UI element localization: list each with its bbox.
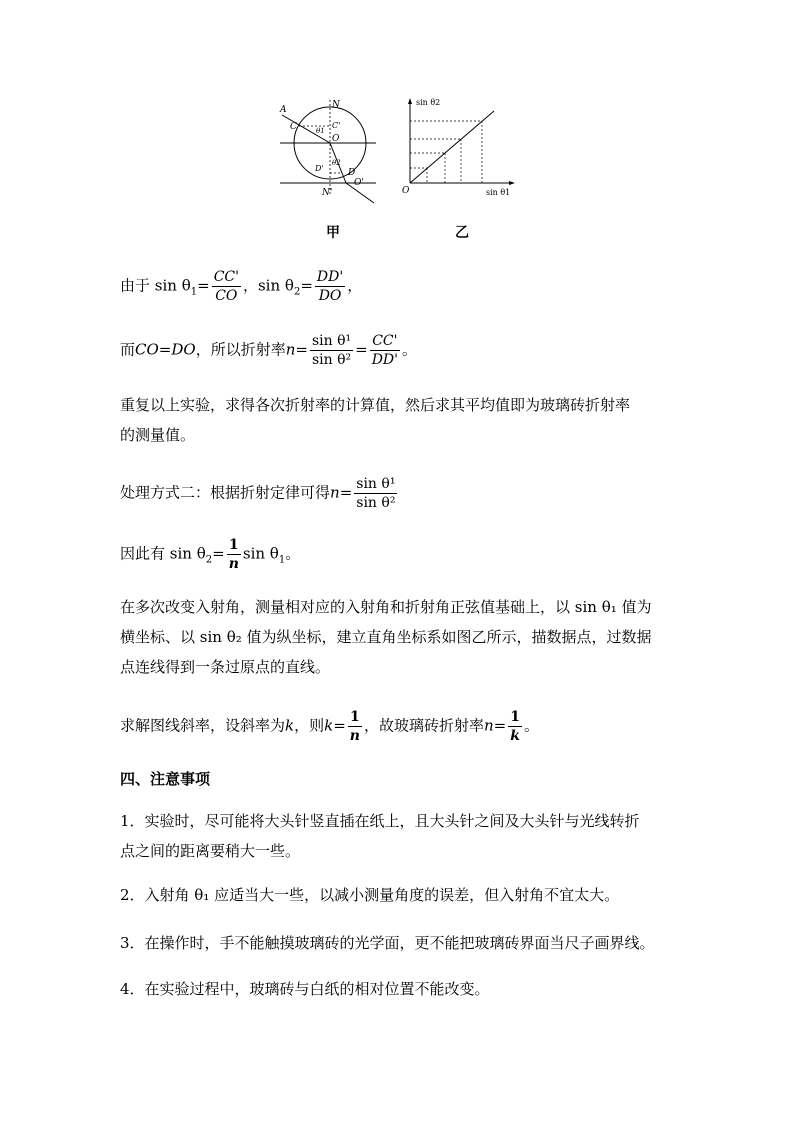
x-axis-label: sin θ1 <box>486 188 511 197</box>
fraction-sin-ratio: $\frac{\text{sin θ¹}}{\text{sin θ²}}$ <box>311 333 352 368</box>
fraction-sin-method-two: $\frac{\text{sin θ¹}}{\text{sin θ²}}$ <box>356 476 396 511</box>
fraction-slope-one-over-n: $\frac{1}{n}$ <box>349 709 360 744</box>
label-theta1: θ1 <box>316 127 325 135</box>
origin-label: O <box>402 186 410 196</box>
formula-sin-theta2: 因此有 $\sin \theta_2=$ $\frac{1}{n}$ $\sin \theta_1$。 <box>120 537 301 572</box>
paragraph-repeat: 重复以上实验，求得各次折射率的计算值，然后求其平均值即为玻璃砖折射率 的测量值。 <box>120 396 631 444</box>
note-item-3: 3．在操作时，手不能触摸玻璃砖的光学面，更不能把玻璃砖界面当尺子画界线。 <box>120 934 655 952</box>
paragraph-plot-method: 在多次改变入射角，测量相对应的入射角和折射角正弦值基础上，以 sin θ₁ 值为 横坐标、以 sin θ₂ 值为纵坐标，建立直角坐标系如图乙所示，描数据点，过数据 点连线得到一条过原点的直线。 <box>120 598 652 676</box>
label-N: N <box>332 100 340 110</box>
y-axis-label: sin θ2 <box>416 98 441 107</box>
fraction-one-over-n: $\frac{1}{n}$ <box>228 537 239 572</box>
label-C: C <box>290 122 297 132</box>
figure-a-caption: 甲 <box>326 225 340 241</box>
label-O: O <box>332 134 340 144</box>
fraction-cc-co: $\frac{CC'}{CO}$ <box>213 269 239 304</box>
fraction-dd-do: $\frac{DD'}{DO}$ <box>316 269 344 304</box>
formula-line-sin: 由于 $\sin \theta_1=$ $\frac{CC'}{CO}$ ，$\sin \theta_2=$ $\frac{DD'}{DO}$ ， <box>120 269 363 304</box>
label-O-prime: O' <box>354 178 364 188</box>
note-item-1: 1．实验时，尽可能将大头针竖直插在纸上，且大头针之间及大头针与光线转折 点之间的距离要稍大一些。 <box>120 812 640 860</box>
figure-b-caption: 乙 <box>455 225 469 241</box>
formula-slope: 求解图线斜率，设斜率为k，则k= $\frac{1}{n}$ ，故玻璃砖折射率n= $\frac{1}{k}$ 。 <box>120 709 540 744</box>
label-D-prime: D' <box>315 164 324 173</box>
sine-graph <box>400 95 520 205</box>
label-theta2: θ2 <box>332 159 341 167</box>
label-C-prime: C' <box>332 121 341 130</box>
formula-line-n: 而CO=DO，所以折射率n= $\frac{\text{sin θ¹}}{\text{sin θ²}}$ = $\frac{CC'}{DD'}$ 。 <box>120 333 418 368</box>
section-heading-notes: 四、注意事项 <box>120 770 211 788</box>
note-item-2: 2．入射角 θ₁ 应适当大一些，以减小测量角度的误差，但入射角不宜太大。 <box>120 886 620 904</box>
formula-method-two: 处理方式二：根据折射定律可得n= $\frac{\text{sin θ¹}}{\text{sin θ²}}$ <box>120 476 396 511</box>
note-item-4: 4．在实验过程中，玻璃砖与白纸的相对位置不能改变。 <box>120 980 490 998</box>
label-A: A <box>280 105 287 115</box>
refraction-diagram <box>270 95 390 210</box>
fraction-one-over-k: $\frac{1}{k}$ <box>510 709 520 744</box>
fraction-cc-dd: $\frac{CC'}{DD'}$ <box>371 333 399 368</box>
label-D: D <box>348 168 356 178</box>
label-N-prime: N' <box>322 188 333 198</box>
